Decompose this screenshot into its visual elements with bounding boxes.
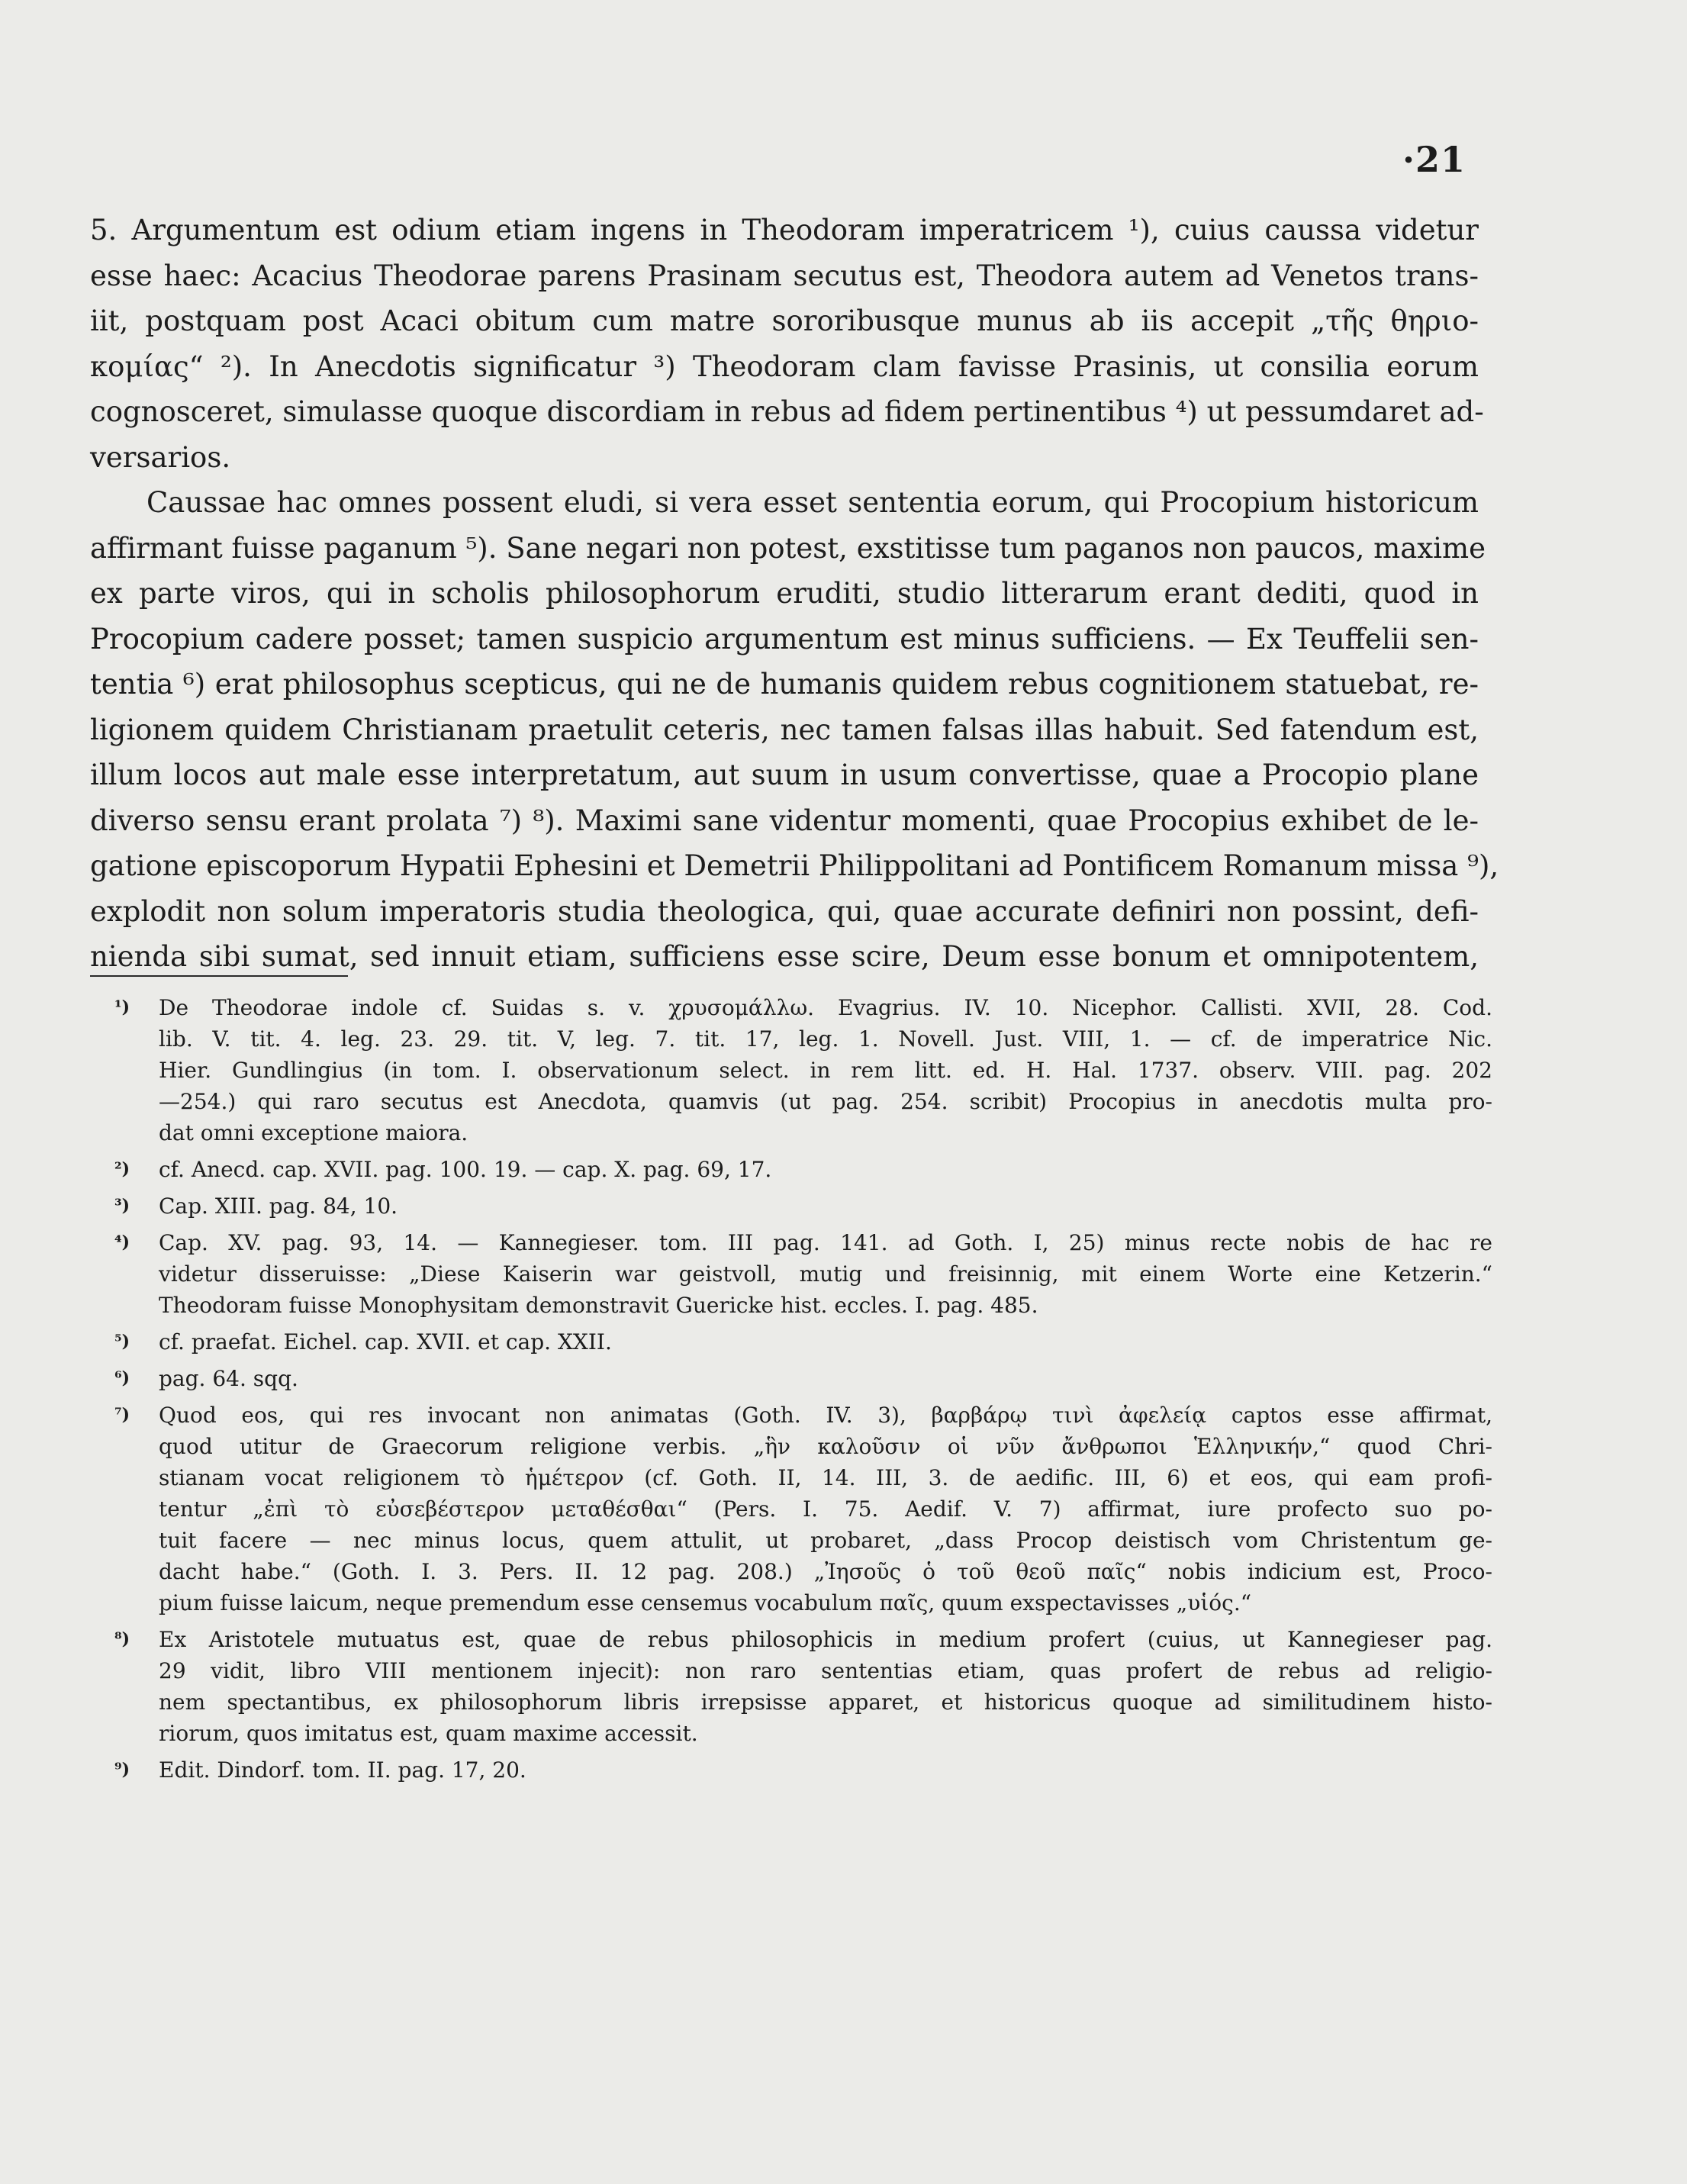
text-line: ligionem quidem Christianam praetulit ceteris, nec tamen falsas illas habuit. Sed fatendum est, xyxy=(90,713,1479,746)
footnote-6 xyxy=(90,1363,1492,1394)
text-line: nienda sibi sumat, sed innuit etiam, sufficiens esse scire, Deum esse bonum et omnipotentem, xyxy=(90,940,1479,973)
footnote-line: cf. praefat. Eichel. cap. XVII. et cap. XXII. xyxy=(159,1329,612,1355)
text-line: Procopium cadere posset; tamen suspicio argumentum est minus sufficiens. — Ex Teuffelii sen- xyxy=(90,622,1479,656)
footnote-line: quod utitur de Graecorum religione verbis. „ἣν καλοῦσιν οἱ νῦν ἄνθρωποι Ἑλληνικήν,“ quod Chri- xyxy=(159,1434,1492,1459)
footnote-marker: ⁷) xyxy=(114,1405,130,1425)
footnote-line: Quod eos, qui res invocant non animatas (Goth. IV. 3), βαρβάρῳ τινὶ ἀφελείᾳ captos esse affirmat, xyxy=(159,1403,1492,1428)
footnote-9 xyxy=(90,1754,1492,1786)
footnote-marker: ⁸) xyxy=(114,1629,130,1649)
text-line: κομίας“ ²). In Anecdotis significatur ³) Theodoram clam favisse Prasinis, ut consilia eorum xyxy=(90,350,1479,383)
page-number: ·21 xyxy=(1402,139,1466,180)
footnote-line: Ex Aristotele mutuatus est, quae de rebus philosophicis in medium profert (cuius, ut Kannegieser pag. xyxy=(159,1627,1492,1652)
footnote-line: stianam vocat religionem τὸ ἡμέτερον (cf. Goth. II, 14. III, 3. de aedific. III, 6) et eos, qui eam profi- xyxy=(159,1465,1492,1490)
text-line: cognosceret, simulasse quoque discordiam in rebus ad fidem pertinentibus ⁴) ut pessumdaret ad- xyxy=(90,395,1484,428)
footnote-marker: ⁶) xyxy=(114,1368,130,1388)
footnote-line: nem spectantibus, ex philosophorum libris irrepsisse apparet, et historicus quoque ad similitudinem histo- xyxy=(159,1690,1492,1715)
text-line: diverso sensu erant prolata ⁷) ⁸). Maximi sane videntur momenti, quae Procopius exhibet de le- xyxy=(90,804,1479,837)
text-line: illum locos aut male esse interpretatum, aut suum in usum convertisse, quae a Procopio plane xyxy=(90,759,1479,791)
footnote-7 xyxy=(90,1400,1492,1619)
footnote-marker: ⁵) xyxy=(114,1332,130,1351)
footnote-line: 29 vidit, libro VIII mentionem injecit): non raro sententias etiam, quas profert de rebus ad religio- xyxy=(159,1658,1492,1683)
footnote-line: cf. Anecd. cap. XVII. pag. 100. 19. — cap. X. pag. 69, 17. xyxy=(159,1157,772,1182)
footnote-5 xyxy=(90,1326,1492,1358)
footnote-line: dacht habe.“ (Goth. I. 3. Pers. II. 12 pag. 208.) „Ἰησοῦς ὁ τοῦ θεοῦ παῖς“ nobis indicium est, Proco- xyxy=(159,1559,1492,1584)
text-line: Caussae hac omnes possent eludi, si vera esset sententia eorum, qui Procopium historicum xyxy=(146,486,1479,519)
text-line: tentia ⁶) erat philosophus scepticus, qui ne de humanis quidem rebus cognitionem statuebat, re- xyxy=(90,668,1479,701)
text-line: iit, postquam post Acaci obitum cum matre sororibusque munus ab iis accepit „τῆς θηριο- xyxy=(90,304,1479,337)
footnote-line: dat omni exceptione maiora. xyxy=(159,1120,468,1145)
footnote-line: pium fuisse laicum, neque premendum esse censemus vocabulum παῖς, quum exspectavisses „υἱός.“ xyxy=(159,1590,1252,1615)
footnote-line: Edit. Dindorf. tom. II. pag. 17, 20. xyxy=(159,1757,526,1783)
footnote-marker: ²) xyxy=(114,1159,130,1179)
text-line: ex parte viros, qui in scholis philosophorum eruditi, studio litterarum erant dediti, quod in xyxy=(90,577,1479,610)
text-line: explodit non solum imperatoris studia theologica, qui, quae accurate definiri non possint, defi- xyxy=(90,894,1479,928)
footnote-marker: ⁴) xyxy=(114,1232,130,1252)
footnote-line: lib. V. tit. 4. leg. 23. 29. tit. V, leg. 7. tit. 17, leg. 1. Novell. Just. VIII, 1. — cf. de imperatrice Nic. xyxy=(159,1026,1492,1052)
footnote-line: tuit facere — nec minus locus, quem attulit, ut probaret, „dass Procop deistisch vom Christentum ge- xyxy=(159,1528,1492,1553)
footnote-1 xyxy=(90,992,1492,1148)
footnote-8 xyxy=(90,1624,1492,1749)
text-line: esse haec: Acacius Theodorae parens Prasinam secutus est, Theodora autem ad Venetos trans- xyxy=(90,259,1479,292)
footnote-marker: ³) xyxy=(114,1196,130,1216)
footnote-line: riorum, quos imitatus est, quam maxime accessit. xyxy=(159,1721,698,1746)
text-line: 5. Argumentum est odium etiam ingens in Theodoram imperatricem ¹), cuius caussa videtur xyxy=(90,214,1479,246)
footnotes xyxy=(90,992,1492,1791)
footnote-line: videtur disseruisse: „Diese Kaiserin war geistvoll, mutig und freisinnig, mit einem Worte eine Ketzerin.“ xyxy=(159,1261,1492,1287)
footnote-line: Cap. XIII. pag. 84, 10. xyxy=(159,1193,398,1219)
footnote-4 xyxy=(90,1227,1492,1321)
footnote-3 xyxy=(90,1190,1492,1222)
footnote-marker: ¹) xyxy=(114,997,130,1017)
footnote-line: pag. 64. sqq. xyxy=(159,1366,298,1391)
footnote-line: Hier. Gundlingius (in tom. I. observationum select. in rem litt. ed. H. Hal. 1737. observ. VIII. pag. 202 xyxy=(159,1058,1492,1083)
text-line: affirmant fuisse paganum ⁵). Sane negari non potest, exstitisse tum paganos non paucos, maxime xyxy=(90,531,1486,565)
footnote-separator xyxy=(90,975,348,977)
text-line: versarios. xyxy=(90,440,231,474)
footnote-marker: ⁹) xyxy=(114,1760,130,1780)
footnote-line: Theodoram fuisse Monophysitam demonstravit Guericke hist. eccles. I. pag. 485. xyxy=(159,1293,1038,1318)
main-text xyxy=(90,208,1499,980)
footnote-line: —254.) qui raro secutus est Anecdota, quamvis (ut pag. 254. scribit) Procopius in anecdotis multa pro- xyxy=(159,1089,1492,1114)
footnote-line: Cap. XV. pag. 93, 14. — Kannegieser. tom. III pag. 141. ad Goth. I, 25) minus recte nobis de hac re xyxy=(159,1230,1492,1255)
text-line: gatione episcoporum Hypatii Ephesini et Demetrii Philippolitani ad Pontificem Romanum missa ⁹), xyxy=(90,849,1499,882)
footnote-line: tentur „ἐπὶ τὸ εὐσεβέστερον μεταθέσθαι“ (Pers. I. 75. Aedif. V. 7) affirmat, iure profecto suo po- xyxy=(159,1496,1492,1522)
footnote-line: De Theodorae indole cf. Suidas s. v. χρυσομάλλω. Evagrius. IV. 10. Nicephor. Callisti. XVII, 28. Cod. xyxy=(159,995,1492,1020)
footnote-2 xyxy=(90,1154,1492,1185)
